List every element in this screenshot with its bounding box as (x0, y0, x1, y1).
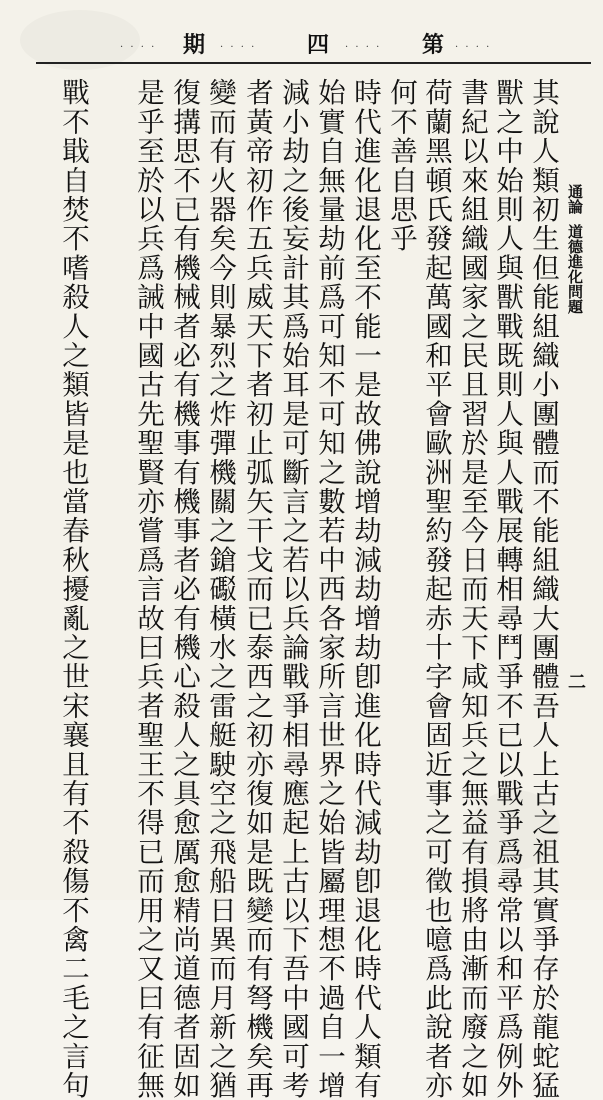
header-rule (36, 62, 591, 64)
text-column-4: 荷蘭黑頓氏發起萬國和平會歐洲聖約發起赤十字會固近事之可徵也噫爲此說者亦 (420, 78, 452, 1100)
column-1-rest: 其實爭存於龍蛇猛 (527, 866, 559, 1100)
text-column-8: 減小劫之後妄計其爲始耳是可斷言之若以兵論戰爭相尋應起上古以下吾中國可考 (277, 78, 309, 1100)
header-dots: · · · · (120, 42, 157, 53)
article-title: 道德進化問題 (566, 224, 584, 314)
text-column-6: 時代進化退化至不能一是故佛說增劫減劫增劫卽進化時代減劫卽退化時代人類有 (349, 78, 381, 1100)
text-column-3: 書紀以來組織國家之民且習於是至今日而天下咸知兵之無益有損將由漸而廢之如 (456, 78, 488, 1100)
text-column-2: 獸之中始則人與獸戰既則人與人戰展轉相尋鬥爭不已以戰爭爲尋常以和平爲例外 (491, 78, 523, 1100)
column-1-prefix: 其說人類初生但能組織小團體而不能組織大團體吾人上古之祖 (527, 78, 559, 867)
section-label: 通論 (566, 184, 584, 214)
text-column-11: 復搆思不已有機械者必有機事有機事者必有機心殺人之具愈厲愈精尚道德者固如 (168, 78, 200, 1100)
text-column-7: 始實自無量劫前爲可知不可知之數若中西各家所言世界之始皆屬理想不過自一增 (313, 78, 345, 1100)
running-title (564, 184, 586, 314)
text-column-9: 者黃帝初作五兵威天下者初止弧矢干戈而已泰西之初亦復如是既變而有弩機矣再 (241, 78, 273, 1100)
text-column-5: 何不善自思乎 (385, 78, 417, 254)
text-column-12: 是乎至於以兵爲誡中國古先聖賢亦嘗爲言故曰兵者聖王不得已而用之又曰有征無 (132, 78, 164, 1100)
header-dots: · · · · (220, 42, 257, 53)
text-column-13: 戰不戢自焚不嗜殺人之類皆是也當春秋擾亂之世宋襄且有不殺傷不禽二毛之言句 (57, 78, 89, 1100)
header-ordinal-char: 第 (422, 32, 445, 58)
header-dots: · · · · (455, 42, 492, 53)
header-number-char: 四 (307, 32, 330, 58)
header-issue-char: 期 (183, 32, 206, 58)
page-header (0, 22, 603, 56)
text-column-1 (526, 78, 560, 1100)
text-column-10: 變而有火器矣今則暴烈之炸彈機關之鎗礟橫水之雷艇駛空之飛船日異而月新之猶 (204, 78, 236, 1100)
page-number: 二 (568, 672, 586, 693)
header-dots: · · · · (345, 42, 382, 53)
